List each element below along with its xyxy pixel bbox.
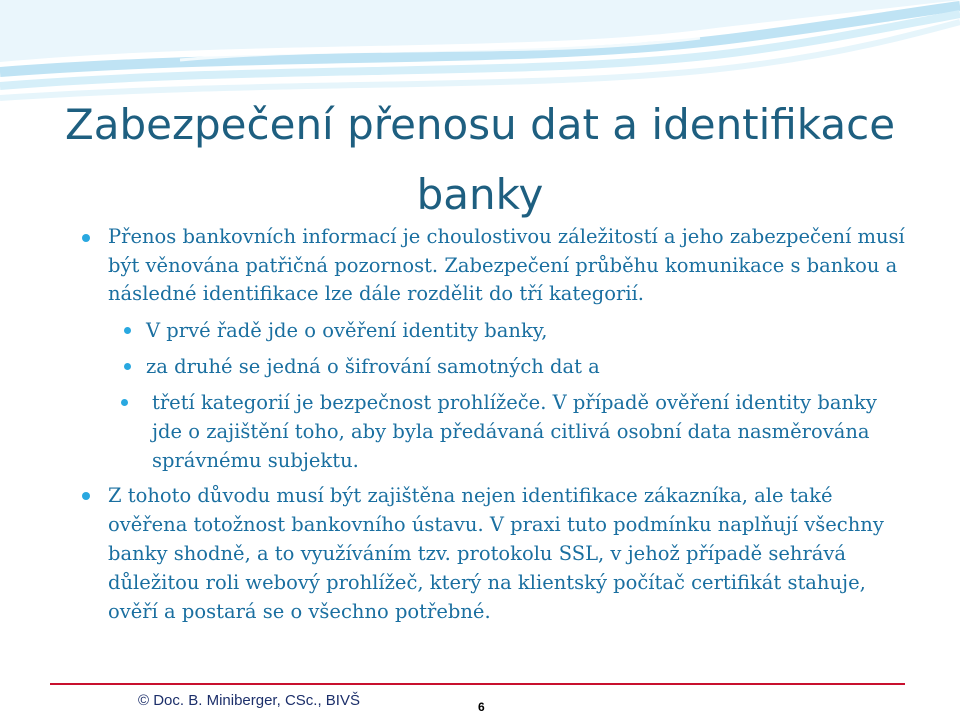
bullet-paragraph-1 [80,223,910,309]
paragraph-2-text: Z tohoto důvodu musí být zajištěna nejen identifikace zákazníka, ale také ověřena totožnost bankovního ústavu. V praxi tuto podmínku naplňují všechny banky shodně, a to využíváním tzv. protokolu SSL, v jehož případě sehrává důležitou roli webový prohlížeč, který na klientský počítač certifikát stahuje, ověří a postará se o všechno potřebné. [108,484,884,624]
footer-divider [50,683,905,685]
slide-title-line1: Zabezpečení přenosu dat a identifikace [64,100,896,149]
paragraph-1-text: Přenos bankovních informací je choulostivou záležitostí a jeho zabezpečení musí být věnována patřičná pozornost. Zabezpečení průběhu komunikace s bankou a následné identifikace lze dále rozdělit do tří kategorií. [108,225,905,306]
slide-body [80,223,910,626]
sub-bullet-2-text: za druhé se jedná o šifrování samotných dat a [146,355,600,379]
bullet-paragraph-2 [80,481,910,626]
footer-author: © Doc. B. Miniberger, CSc., BIVŠ [138,692,360,709]
sub-bullet-3 [80,388,910,475]
sub-bullet-2 [80,352,910,381]
bullet-dot-icon [82,492,90,500]
page-number: 6 [478,700,485,714]
sub-bullet-1 [80,316,910,345]
sub-bullet-3-text: třetí kategorií je bezpečnost prohlížeče. V případě ověření identity banky jde o zajištění toho, aby byla předávaná citlivá osobní data nasměrována správnému subjektu. [152,391,877,473]
sub-bullet-1-text: V prvé řadě jde o ověření identity banky, [146,319,548,343]
bullet-dot-icon [124,363,131,370]
bullet-dot-icon [124,327,131,334]
bullet-dot-icon [121,399,128,406]
slide-title-line2: banky [416,170,544,219]
bullet-dot-icon [82,234,90,242]
slide-title [20,90,940,230]
